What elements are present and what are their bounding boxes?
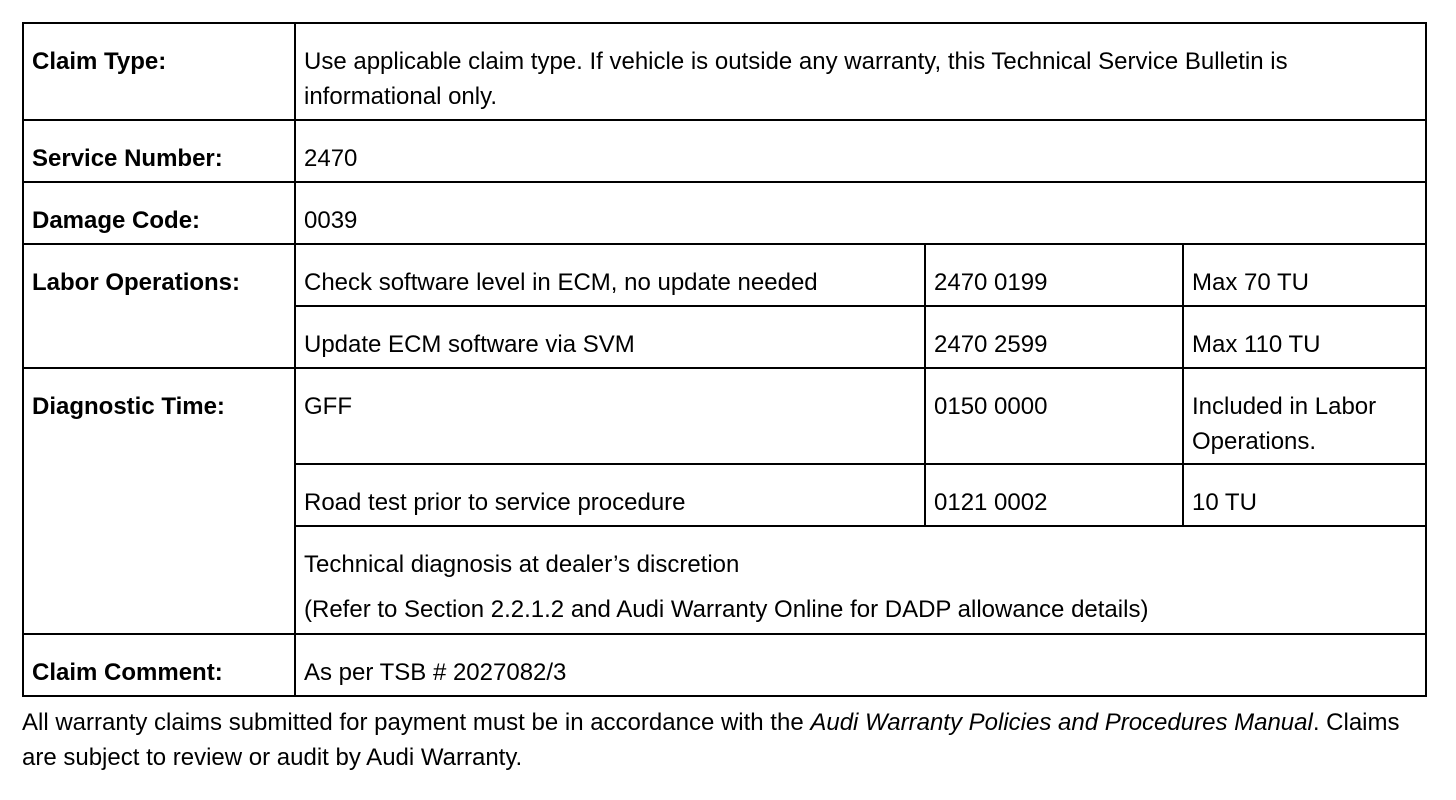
diagnostic-time-label: Diagnostic Time: bbox=[23, 368, 295, 634]
labor-operation-description: Check software level in ECM, no update needed bbox=[295, 244, 925, 306]
labor-operation-code: 2470 0199 bbox=[925, 244, 1183, 306]
damage-code-value: 0039 bbox=[295, 182, 1426, 244]
claim-comment-row bbox=[23, 634, 1426, 696]
diagnostic-note-line1: Technical diagnosis at dealer’s discretion bbox=[304, 551, 740, 578]
footer-manual-title: Audi Warranty Policies and Procedures Manual bbox=[810, 709, 1313, 736]
labor-operation-description: Update ECM software via SVM bbox=[295, 306, 925, 368]
claim-type-value: Use applicable claim type. If vehicle is outside any warranty, this Technical Service Bulletin is informational only. bbox=[295, 23, 1426, 120]
diagnostic-code: 0121 0002 bbox=[925, 464, 1183, 526]
diagnostic-description: GFF bbox=[295, 368, 925, 464]
labor-operation-time: Max 110 TU bbox=[1183, 306, 1426, 368]
warranty-claim-table bbox=[22, 22, 1427, 697]
claim-comment-value: As per TSB # 2027082/3 bbox=[295, 634, 1426, 696]
diagnostic-code: 0150 0000 bbox=[925, 368, 1183, 464]
damage-code-row bbox=[23, 182, 1426, 244]
warranty-footer-note bbox=[22, 705, 1432, 775]
footer-text-before: All warranty claims submitted for payment must be in accordance with the bbox=[22, 709, 811, 736]
claim-type-label: Claim Type: bbox=[23, 23, 295, 120]
diagnostic-description: Road test prior to service procedure bbox=[295, 464, 925, 526]
damage-code-label: Damage Code: bbox=[23, 182, 295, 244]
labor-operation-row bbox=[23, 244, 1426, 306]
service-number-label: Service Number: bbox=[23, 120, 295, 182]
service-number-value: 2470 bbox=[295, 120, 1426, 182]
labor-operations-label: Labor Operations: bbox=[23, 244, 295, 368]
diagnostic-note-line2: (Refer to Section 2.2.1.2 and Audi Warranty Online for DADP allowance details) bbox=[304, 596, 1149, 623]
diagnostic-note bbox=[295, 526, 1426, 634]
service-number-row bbox=[23, 120, 1426, 182]
labor-operation-code: 2470 2599 bbox=[925, 306, 1183, 368]
diagnostic-time-row bbox=[23, 368, 1426, 464]
footer-text-after: . Claims are subject to review or audit by Audi Warranty. bbox=[22, 709, 1400, 771]
diagnostic-time: 10 TU bbox=[1183, 464, 1426, 526]
labor-operation-time: Max 70 TU bbox=[1183, 244, 1426, 306]
claim-type-row bbox=[23, 23, 1426, 120]
claim-comment-label: Claim Comment: bbox=[23, 634, 295, 696]
diagnostic-time: Included in Labor Operations. bbox=[1183, 368, 1426, 464]
